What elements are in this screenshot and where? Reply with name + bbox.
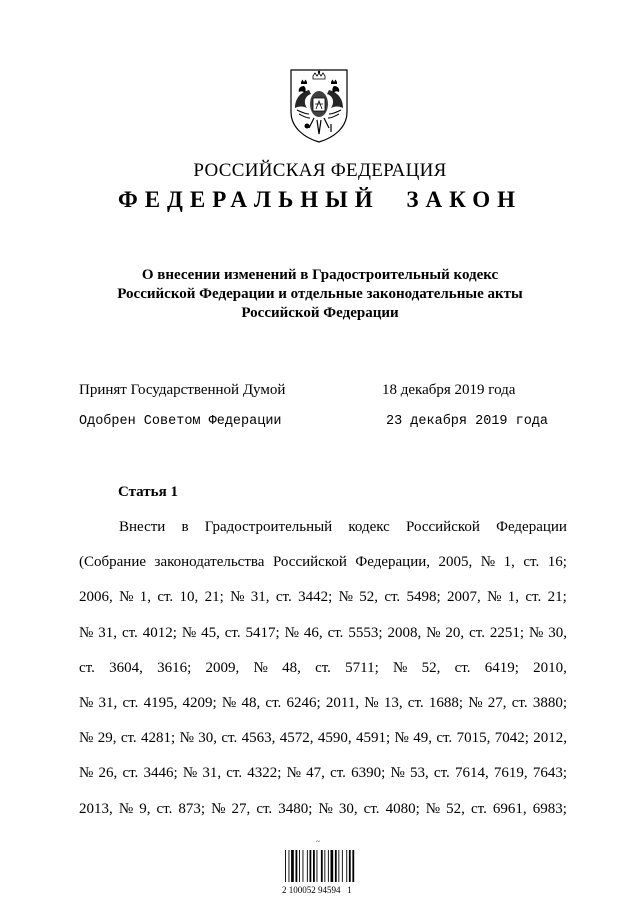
body-word: 52, <box>359 589 378 606</box>
body-word: 29, <box>97 730 117 747</box>
body-word: № <box>79 624 94 641</box>
body-word: № <box>425 800 441 817</box>
body-word: Градостроительный <box>204 519 333 535</box>
body-word: ст. <box>433 765 450 782</box>
body-word: № <box>529 624 544 641</box>
body-word: № <box>468 694 483 711</box>
body-word: Федерации, <box>355 554 430 571</box>
barcode-bar <box>310 850 312 882</box>
body-word: 7614, <box>454 765 489 782</box>
barcode-bar <box>317 850 318 882</box>
article-heading: Статья 1 <box>118 484 178 500</box>
body-word: ст. <box>275 589 292 606</box>
body-word: 5498; <box>406 589 441 606</box>
body-word: 2008, <box>387 624 422 641</box>
body-word: 10, <box>179 589 199 606</box>
body-word: 7619, <box>493 765 528 782</box>
body-word: ст. <box>121 624 138 641</box>
body-word: ст. <box>363 800 380 817</box>
body-word: № <box>480 554 496 571</box>
body-word: ст. <box>120 730 137 747</box>
body-word: 2013, <box>79 800 113 817</box>
article-body-line <box>79 692 567 727</box>
body-word: 20, <box>445 624 465 641</box>
body-word: ст. <box>469 624 485 641</box>
body-word: ст. <box>523 554 540 571</box>
duma-adoption <box>79 382 549 402</box>
body-word: 5553; <box>348 624 383 641</box>
body-word: № <box>364 694 379 711</box>
article-body-line <box>79 516 567 551</box>
body-word: ст. <box>265 694 282 711</box>
body-word: 4209; <box>182 694 217 711</box>
barcode-bar <box>285 850 286 882</box>
body-word: 4281; <box>141 730 176 747</box>
body-word: № <box>179 730 194 747</box>
barcode-bar <box>331 850 334 882</box>
barcode-bar <box>313 850 315 882</box>
body-word: 45, <box>201 624 220 641</box>
article-body-line <box>79 762 567 797</box>
state-emblem-icon <box>287 68 351 144</box>
body-word: ст. <box>226 765 243 782</box>
body-word: 30, <box>198 730 218 747</box>
council-approval-date: 23 декабря 2019 года <box>386 414 549 429</box>
barcode-bar <box>296 850 298 882</box>
barcode-mark: 1 <box>347 885 352 895</box>
body-word: кодекс <box>348 519 390 535</box>
barcode-bar <box>328 850 329 882</box>
body-word: 3442; <box>298 589 333 606</box>
body-word: 9, <box>139 800 151 817</box>
body-word: № <box>286 765 301 782</box>
body-word: 31, <box>98 694 118 711</box>
barcode-bar <box>299 850 300 882</box>
body-word: 27, <box>231 800 251 817</box>
body-word: 21; <box>204 589 224 606</box>
body-word: 1, <box>507 589 520 606</box>
body-word: ст. <box>436 730 453 747</box>
body-word: ст. <box>122 694 139 711</box>
body-word: 2007, <box>447 589 481 606</box>
body-word: ст. <box>327 624 344 641</box>
article-body-line <box>79 727 567 762</box>
body-word: 2010, <box>533 659 567 676</box>
body-word: 6390; <box>351 765 386 782</box>
council-approval <box>79 414 549 434</box>
article-body-line <box>79 586 567 621</box>
body-word: 31, <box>98 624 117 641</box>
body-word: (Собрание <box>79 554 147 571</box>
body-word: 6419; <box>484 659 519 676</box>
body-word: 4591; <box>355 730 391 747</box>
body-word: ст. <box>221 730 238 747</box>
body-word: 5711; <box>345 659 379 676</box>
body-word: 46, <box>303 624 323 641</box>
barcode-digits: 2 100052 94594 <box>282 885 341 895</box>
body-word: ст. <box>525 589 542 606</box>
law-title-line: Российской Федерации и отдельные законодательные акты <box>117 286 523 302</box>
body-word: 4322; <box>247 765 282 782</box>
body-word: 30, <box>338 800 358 817</box>
body-word: 3480; <box>278 800 313 817</box>
body-word: законодательства <box>154 554 265 571</box>
body-word: № <box>393 659 408 676</box>
body-word: 47, <box>306 765 325 782</box>
body-word: 7643; <box>532 765 567 782</box>
body-word: 27, <box>487 694 507 711</box>
body-word: № <box>118 800 134 817</box>
law-title <box>60 266 580 323</box>
body-word: № <box>284 624 299 641</box>
body-word: 31, <box>250 589 270 606</box>
body-word: 3880; <box>532 694 567 711</box>
body-word: 21; <box>547 589 567 606</box>
body-word: 3616; <box>157 659 192 676</box>
body-word: 4590, <box>317 730 352 747</box>
barcode-bar <box>291 850 294 882</box>
body-word: ст. <box>315 659 331 676</box>
body-word: 6246; <box>286 694 321 711</box>
body-word: 16; <box>547 554 567 571</box>
body-word: 3446; <box>143 765 178 782</box>
barcode-bar <box>342 850 343 882</box>
body-word: ст. <box>156 800 173 817</box>
body-word: № <box>487 589 502 606</box>
body-word: ст. <box>470 800 487 817</box>
body-word: ст. <box>224 624 241 641</box>
barcode-bar <box>335 850 337 882</box>
barcode-bar <box>346 850 347 882</box>
body-word: 52, <box>446 800 465 817</box>
body-word: ст. <box>511 694 528 711</box>
body-word: Российской <box>272 554 347 571</box>
body-word: ст. <box>157 589 174 606</box>
barcode-number <box>282 885 352 895</box>
article-body <box>79 516 567 833</box>
body-word: № <box>390 765 405 782</box>
barcode-bar <box>307 850 308 882</box>
body-word: 1, <box>139 589 151 606</box>
body-word: ст. <box>454 659 471 676</box>
body-word: № <box>394 730 409 747</box>
body-word: № <box>230 589 245 606</box>
body-word: 7015, <box>456 730 491 747</box>
body-word: 3604, <box>109 659 143 676</box>
body-word: 4195, <box>143 694 178 711</box>
barcode-bar <box>303 850 304 882</box>
barcode-bar <box>338 850 339 882</box>
body-word: 1688; <box>428 694 464 711</box>
body-word: Федерации <box>496 519 567 535</box>
article-body-line <box>79 551 567 586</box>
body-word: ст. <box>256 800 273 817</box>
body-word: 13, <box>383 694 403 711</box>
body-word: № <box>211 800 226 817</box>
body-word: № <box>79 765 94 782</box>
body-word: ст. <box>384 589 401 606</box>
body-word: 49, <box>413 730 432 747</box>
body-word: 53, <box>409 765 429 782</box>
body-word: № <box>221 694 237 711</box>
body-word: ст. <box>79 659 95 676</box>
body-word: ст. <box>122 765 139 782</box>
body-word: 52, <box>421 659 441 676</box>
body-word: 4563, <box>241 730 276 747</box>
article-body-line <box>79 657 567 692</box>
barcode-bar <box>324 850 325 882</box>
body-word: 1, <box>503 554 515 571</box>
body-word: в <box>181 519 189 535</box>
body-word: № <box>318 800 333 817</box>
signature-mark-icon: ~ <box>316 838 320 846</box>
country-name: РОССИЙСКАЯ ФЕДЕРАЦИЯ <box>193 160 447 181</box>
body-word: Внести <box>119 519 166 535</box>
barcode-bar <box>289 850 290 882</box>
body-word: 2011, <box>325 694 360 711</box>
body-word: 2012, <box>533 730 567 747</box>
body-word: 48, <box>282 659 301 676</box>
body-word: № <box>182 765 198 782</box>
body-word: № <box>119 589 134 606</box>
body-word: № <box>79 730 94 747</box>
barcode-bar <box>352 850 354 882</box>
body-word: ст. <box>407 694 424 711</box>
body-word: 26, <box>98 765 118 782</box>
body-word: 7042; <box>494 730 529 747</box>
body-word: 30, <box>548 624 567 641</box>
body-word: № <box>253 659 268 676</box>
body-word: 873; <box>178 800 206 817</box>
body-word: ст. <box>330 765 346 782</box>
document-type: ФЕДЕРАЛЬНЫЙ ЗАКОН <box>117 187 523 212</box>
body-word: 48, <box>241 694 261 711</box>
duma-adoption-label: Принят Государственной Думой <box>79 382 286 398</box>
barcode-bar <box>349 850 351 882</box>
body-word: № <box>426 624 441 641</box>
duma-adoption-date: 18 декабря 2019 года <box>382 382 516 398</box>
article-body-line <box>79 798 567 833</box>
body-word: 6983; <box>532 800 567 817</box>
barcode-bar <box>321 850 323 882</box>
body-word: 2006, <box>79 589 113 606</box>
law-title-line: Российской Федерации <box>241 305 399 321</box>
body-word: № <box>338 589 353 606</box>
body-word: 6961, <box>492 800 527 817</box>
body-word: 31, <box>202 765 222 782</box>
body-word: 2005, <box>438 554 473 571</box>
article-body-line <box>79 622 567 657</box>
body-word: 2009, <box>205 659 240 676</box>
law-title-line: О внесении изменений в Градостроительный кодекс <box>141 267 499 283</box>
body-word: 4012; <box>142 624 177 641</box>
body-word: 4572, <box>279 730 314 747</box>
body-word: № <box>181 624 197 641</box>
body-word: № <box>79 694 94 711</box>
body-word: 5417; <box>245 624 280 641</box>
body-word: 4080; <box>385 800 420 817</box>
body-word: 2251; <box>489 624 525 641</box>
council-approval-label: Одобрен Советом Федерации <box>79 414 282 429</box>
body-word: Российской <box>406 519 480 535</box>
